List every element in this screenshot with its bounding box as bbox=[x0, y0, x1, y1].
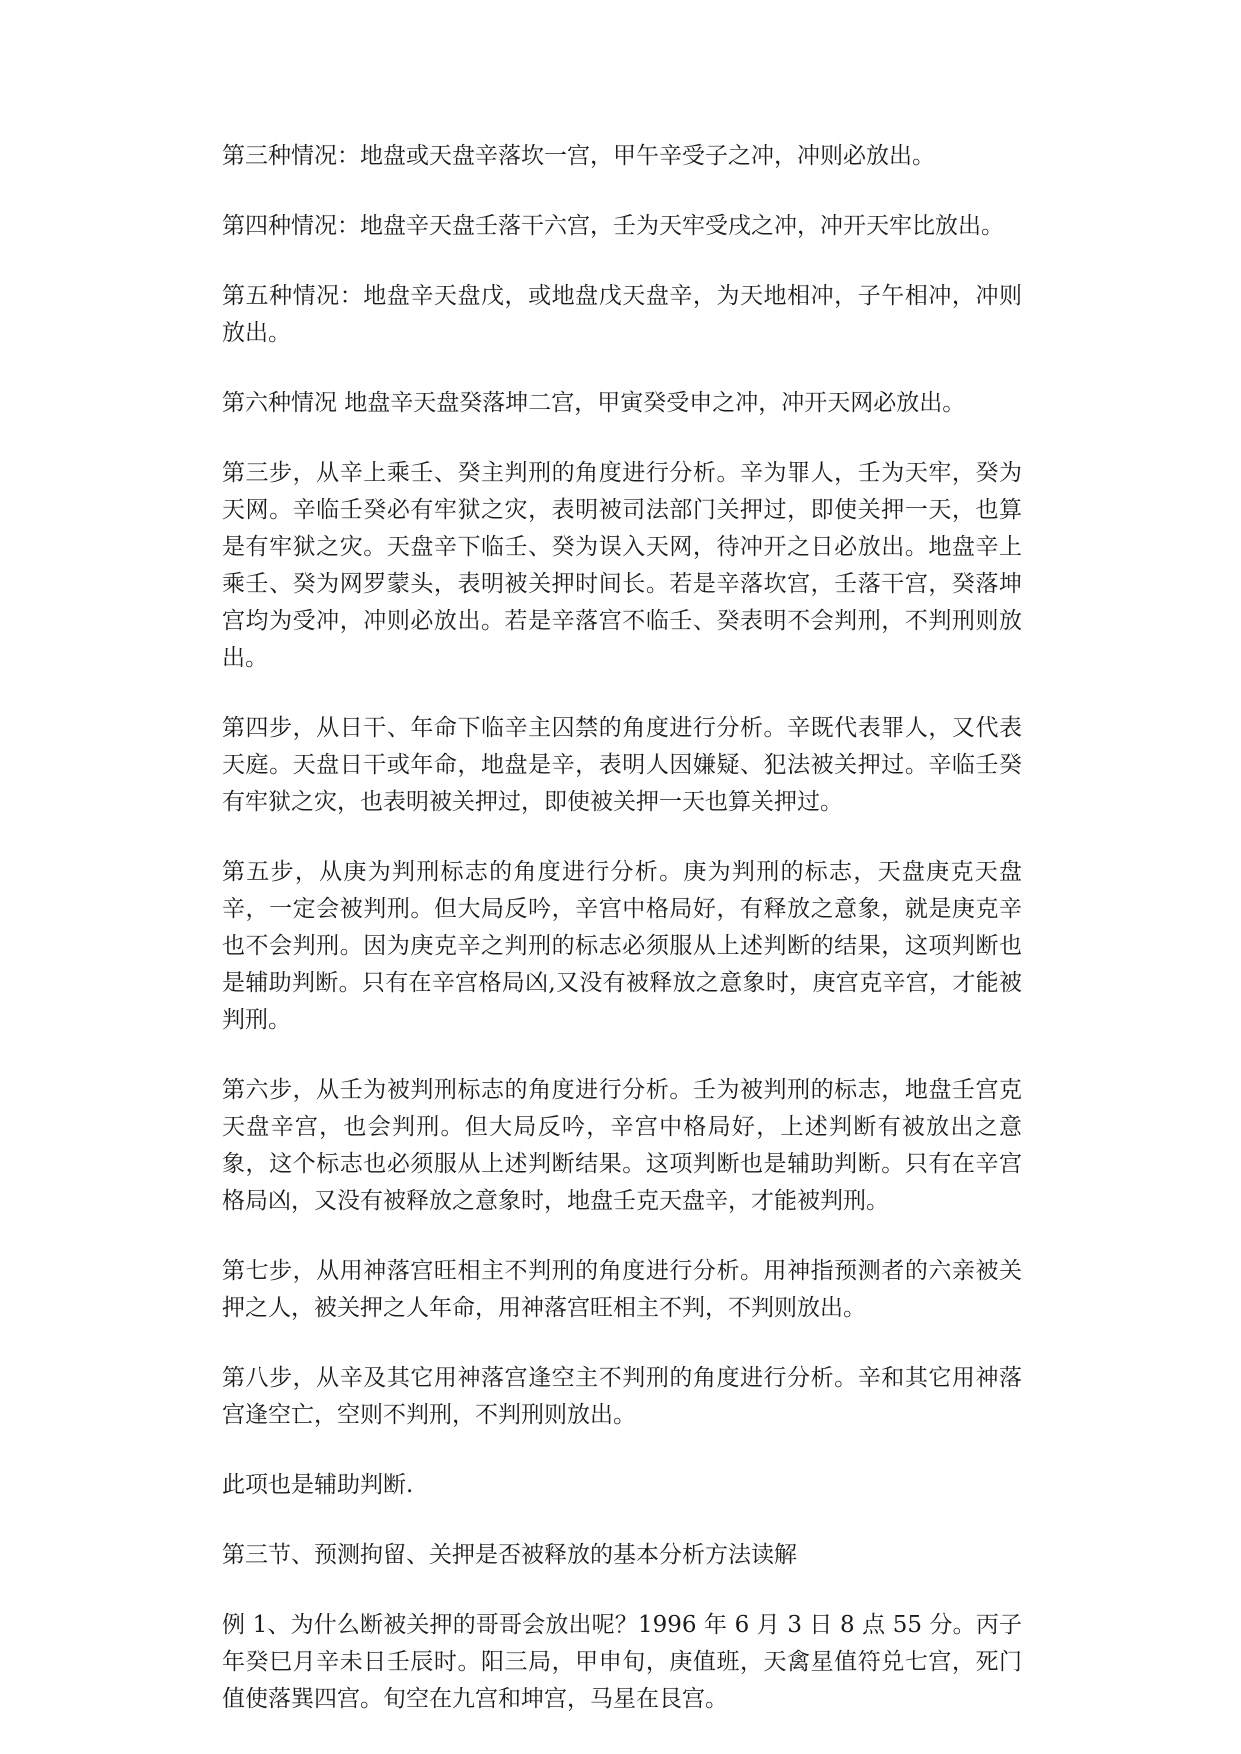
paragraph-case-4: 第四种情况：地盘辛天盘壬落干六宫，壬为天牢受戌之冲，冲开天牢比放出。 bbox=[222, 213, 1004, 239]
paragraph-case-5: 第五种情况：地盘辛天盘戊，或地盘戊天盘辛，为天地相冲，子午相冲，冲则放出。 bbox=[222, 283, 1022, 346]
paragraph-example-1: 例 1、为什么断被关押的哥哥会放出呢？1996 年 6 月 3 日 8 点 55 分。丙子年癸巳月辛未日壬辰时。阳三局，甲申旬，庚值班，天禽星值符兑七宫，死门值使落巽四宫。旬空在九宫和坤宫，马星在艮宫。 bbox=[222, 1612, 1022, 1712]
paragraph-step-4: 第四步，从日干、年命下临辛主囚禁的角度进行分析。辛既代表罪人，又代表天庭。天盘日干或年命，地盘是辛，表明人因嫌疑、犯法被关押过。辛临壬癸有牢狱之灾，也表明被关押过，即使被关押一天也算关押过。 bbox=[222, 715, 1022, 815]
paragraph-step-5: 第五步，从庚为判刑标志的角度进行分析。庚为判刑的标志，天盘庚克天盘辛，一定会被判刑。但大局反吟，辛宫中格局好，有释放之意象，就是庚克辛也不会判刑。因为庚克辛之判刑的标志必须服从上述判断的结果，这项判断也是辅助判断。只有在辛宫格局凶,又没有被释放之意象时，庚宫克辛宫，才能被判刑。 bbox=[222, 859, 1022, 1033]
section-heading: 第三节、预测拘留、关押是否被释放的基本分析方法读解 bbox=[222, 1542, 797, 1568]
paragraph-step-3: 第三步，从辛上乘壬、癸主判刑的角度进行分析。辛为罪人，壬为天牢，癸为天网。辛临壬癸必有牢狱之灾，表明被司法部门关押过，即使关押一天，也算是有牢狱之灾。天盘辛下临壬、癸为误入天网，待冲开之日必放出。地盘辛上乘壬、癸为网罗蒙头，表明被关押时间长。若是辛落坎宫，壬落干宫，癸落坤宫均为受冲，冲则必放出。若是辛落宫不临壬、癸表明不会判刑，不判刑则放出。 bbox=[222, 460, 1022, 671]
document-page bbox=[222, 138, 1022, 1751]
paragraph-note: 此项也是辅助判断. bbox=[222, 1472, 414, 1498]
paragraph-case-6: 第六种情况 地盘辛天盘癸落坤二宫，甲寅癸受申之冲，冲开天网必放出。 bbox=[222, 390, 966, 416]
paragraph-step-8: 第八步，从辛及其它用神落宫逢空主不判刑的角度进行分析。辛和其它用神落宫逢空亡，空则不判刑，不判刑则放出。 bbox=[222, 1365, 1022, 1428]
paragraph-case-3: 第三种情况：地盘或天盘辛落坎一宫，甲午辛受子之冲，冲则必放出。 bbox=[222, 143, 935, 169]
paragraph-step-7: 第七步，从用神落宫旺相主不判刑的角度进行分析。用神指预测者的六亲被关押之人，被关押之人年命，用神落宫旺相主不判，不判则放出。 bbox=[222, 1258, 1022, 1321]
paragraph-step-6: 第六步，从壬为被判刑标志的角度进行分析。壬为被判刑的标志，地盘壬宫克天盘辛宫，也会判刑。但大局反吟，辛宫中格局好，上述判断有被放出之意象，这个标志也必须服从上述判断结果。这项判断也是辅助判断。只有在辛宫格局凶，又没有被释放之意象时，地盘壬克天盘辛，才能被判刑。 bbox=[222, 1077, 1022, 1214]
